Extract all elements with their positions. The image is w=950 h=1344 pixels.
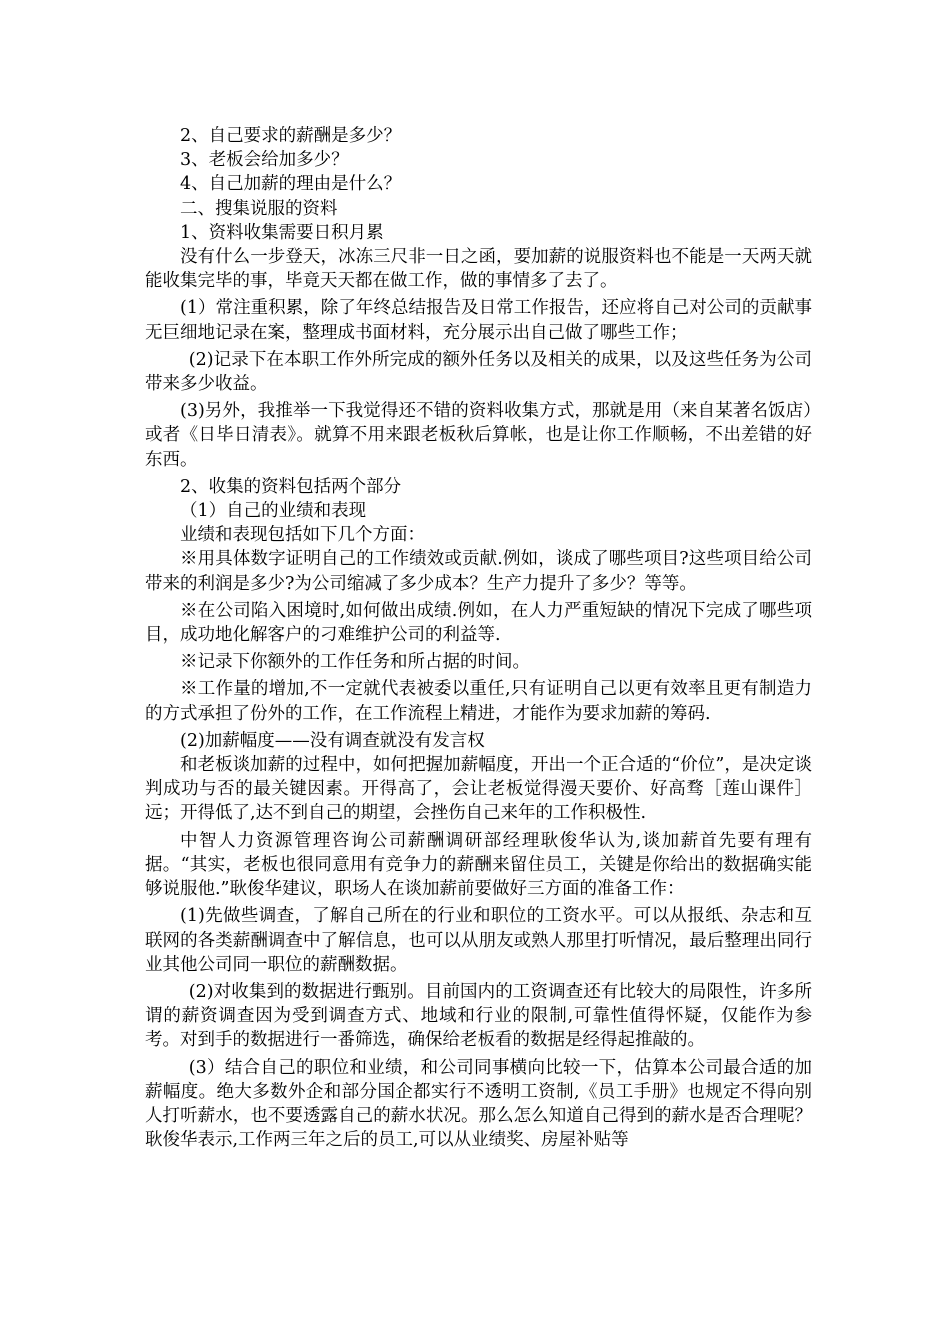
subsection-heading: （1）自己的业绩和表现	[180, 501, 367, 522]
body-paragraph: 没有什么一步登天，冰冻三尺非一日之函，要加薪的说服资料也不能是一天两天就能收集完毕的事，毕竟天天都在做工作，做的事情多了去了。	[145, 247, 812, 292]
question-item: 4、自己加薪的理由是什么？	[180, 174, 402, 195]
body-paragraph: 和老板谈加薪的过程中，如何把握加薪幅度，开出一个正合适的“价位”，是决定谈判成功与否的最关键因素。开得高了，会让老板觉得漫天要价、好高骛［莲山课件］远；开得低了,达不到自己的期望，会挫伤自己来年的工作积极性.	[145, 755, 812, 824]
subsection-heading: (2)加薪幅度——没有调查就没有发言权	[180, 730, 485, 751]
document-page	[145, 124, 812, 1152]
subsection-heading: 1、资料收集需要日积月累	[180, 222, 384, 243]
body-paragraph: (2)记录下在本职工作外所完成的额外任务以及相关的成果，以及这些任务为公司带来多少收益。	[145, 349, 812, 395]
body-paragraph: (2)对收集到的数据进行甄别。目前国内的工资调查还有比较大的局限性，许多所谓的薪资调查因为受到调查方式、地域和行业的限制,可靠性值得怀疑，仅能作为参考。对到手的数据进行一番筛选，确保给老板看的数据是经得起推敲的。	[145, 981, 812, 1051]
bullet-paragraph: ※记录下你额外的工作任务和所占据的时间。	[180, 652, 530, 673]
body-paragraph: (1）常注重积累，除了年终总结报告及日常工作报告，还应将自己对公司的贡献事无巨细地记录在案，整理成书面材料，充分展示出自己做了哪些工作；	[145, 298, 812, 343]
question-item: 3、老板会给加多少？	[180, 150, 349, 171]
question-item: 2、自己要求的薪酬是多少？	[180, 126, 402, 146]
body-paragraph: (3）结合自己的职位和业绩，和公司同事横向比较一下，估算本公司最合适的加薪幅度。绝大多数外企和部分国企都实行不透明工资制,《员工手册》也规定不得向别人打听薪水，也不要透露自己的薪水状况。那么怎么知道自己得到的薪水是否合理呢？耿俊华表示,工作两三年之后的员工,可以从业绩奖、房屋补贴等	[145, 1057, 812, 1151]
subsection-heading: 2、收集的资料包括两个部分	[180, 476, 402, 497]
section-heading: 二、搜集说服的资料	[180, 198, 338, 219]
body-paragraph: 中智人力资源管理咨询公司薪酬调研部经理耿俊华认为,谈加薪首先要有理有据。“其实，老板也很同意用有竞争力的薪酬来留住员工，关键是你给出的数据确实能够说服他.”耿俊华建议，职场人在谈加薪前要做好三方面的准备工作：	[145, 830, 812, 900]
bullet-paragraph: ※工作量的增加,不一定就代表被委以重任,只有证明自己以更有效率且更有制造力的方式承担了份外的工作，在工作流程上精进，才能作为要求加薪的筹码.	[145, 679, 812, 724]
body-paragraph: (1)先做些调查，了解自己所在的行业和职位的工资水平。可以从报纸、杂志和互联网的各类薪酬调查中了解信息，也可以从朋友或熟人那里打听情况，最后整理出同行业其他公司同一职位的薪酬数据。	[145, 906, 812, 975]
body-paragraph: 业绩和表现包括如下几个方面：	[180, 525, 425, 546]
bullet-paragraph: ※用具体数字证明自己的工作绩效或贡献.例如，谈成了哪些项目?这些项目给公司带来的利润是多少?为公司缩减了多少成本？生产力提升了多少？等等。	[145, 549, 812, 594]
body-paragraph: (3)另外，我推举一下我觉得还不错的资料收集方式，那就是用（来自某著名饭店）或者《日毕日清表》。就算不用来跟老板秋后算帐，也是让你工作顺畅，不出差错的好东西。	[145, 401, 812, 470]
bullet-paragraph: ※在公司陷入困境时,如何做出成绩.例如，在人力严重短缺的情况下完成了哪些项目，成功地化解客户的刁难维护公司的利益等.	[145, 600, 812, 646]
